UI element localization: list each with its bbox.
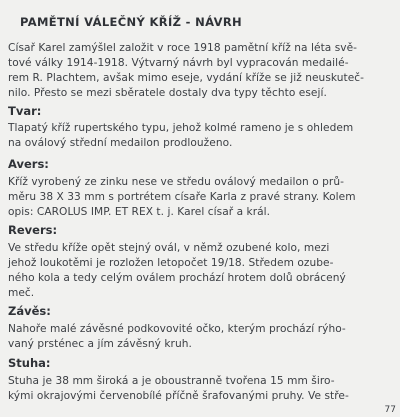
section-line: Nahoře malé závěsné podkovovité očko, kterým prochází rýho- (8, 323, 346, 335)
section-line: měru 38 X 33 mm s portrétem císaře Karla z pravé strany. Kolem (8, 191, 356, 203)
intro-line: nilo. Přesto se mezi sběratele dostaly dva typy těchto esejí. (8, 87, 327, 99)
section-line: Tlapatý kříž rupertského typu, jehož kolmé rameno je s ohledem (8, 122, 354, 134)
section-heading-revers: Revers: (8, 223, 58, 237)
section-heading-avers: Avers: (8, 157, 49, 171)
page-number: 77 (384, 405, 396, 415)
section-line: kými okrajovými červenobílé příčně šrafovanými pruhy. Ve stře- (8, 390, 349, 402)
page-title: PAMĚTNÍ VÁLEČNÝ KŘÍŽ - NÁVRH (20, 15, 243, 29)
intro-line: Císař Karel zamýšlel založit v roce 1918 pamětní kříž na léta svě- (8, 42, 358, 54)
section-heading-tvar: Tvar: (8, 104, 42, 118)
intro-line: tové války 1914-1918. Výtvarný návrh byl vypracován medailé- (8, 57, 349, 69)
section-line: vaný prsténec a jím závěsný kruh. (8, 338, 192, 350)
section-line: Stuha je 38 mm široká a je oboustranně tvořena 15 mm širo- (8, 375, 335, 387)
section-line: jehož loukotěmi je rozložen letopočet 19/18. Středem ozube- (8, 257, 334, 269)
section-line: na oválový střední medailon prodlouženo. (8, 137, 233, 149)
section-line: opis: CAROLUS IMP. ET REX t. j. Karel císař a král. (8, 206, 271, 218)
section-line: meč. (8, 287, 35, 299)
section-line: Ve středu kříže opět stejný ovál, v němž ozubené kolo, mezi (8, 242, 330, 254)
section-heading-stuha: Stuha: (8, 356, 51, 370)
section-heading-zaves: Závěs: (8, 304, 51, 318)
section-line: ného kola a tedy celým oválem prochází hrotem dolů obrácený (8, 272, 346, 284)
section-line: Kříž vyrobený ze zinku nese ve středu oválový medailon o prů- (8, 176, 344, 188)
intro-line: rem R. Plachtem, avšak mimo eseje, vydání kříže se již neuskuteč- (8, 72, 365, 84)
